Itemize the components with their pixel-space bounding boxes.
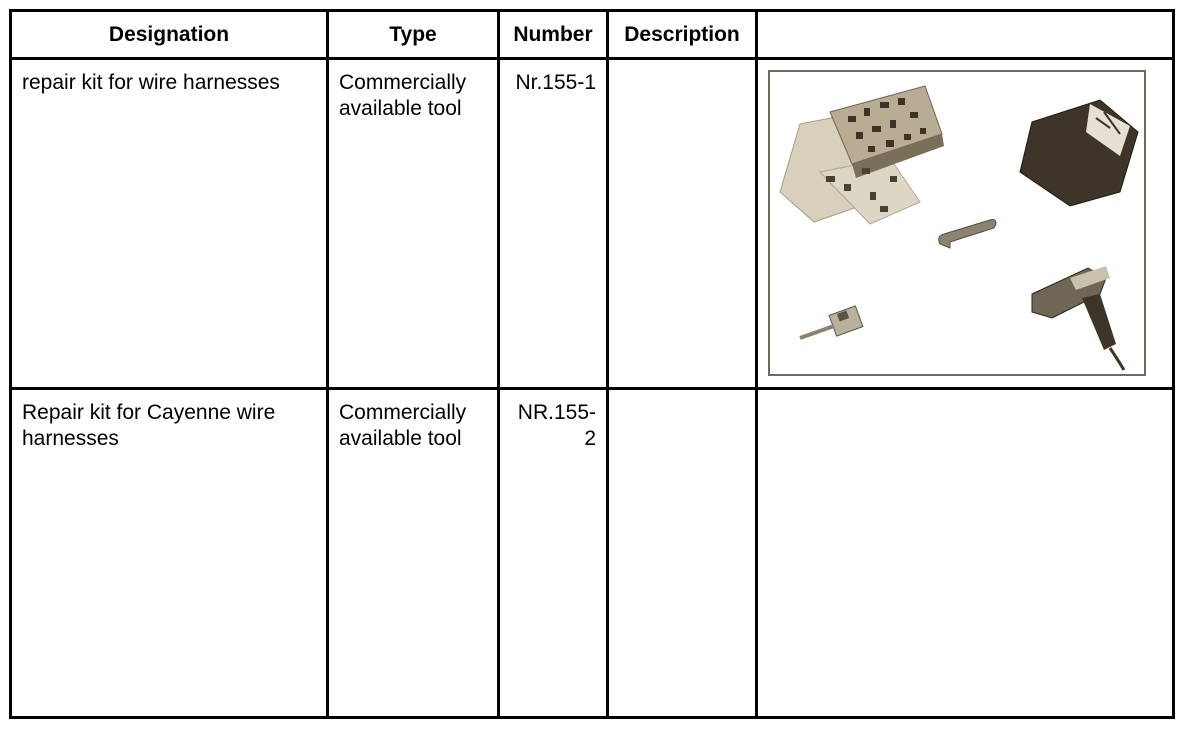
description-cell [608, 389, 757, 718]
table-row [11, 389, 1174, 718]
designation-cell: repair kit for wire harnesses [11, 59, 328, 389]
repair-kit-tools-photo [768, 70, 1146, 376]
image-cell [757, 389, 1174, 718]
number-cell: Nr.155-1 [499, 59, 608, 389]
designation-cell: Repair kit for Cayenne wire harnesses [11, 389, 328, 718]
header-designation: Designation [11, 11, 328, 59]
special-tools-table [9, 9, 1175, 719]
description-cell [608, 59, 757, 389]
type-cell: Commercially available tool [328, 389, 499, 718]
header-description: Description [608, 11, 757, 59]
number-cell: NR.155-2 [499, 389, 608, 718]
table-header-row [11, 11, 1174, 59]
type-cell: Commercially available tool [328, 59, 499, 389]
header-type: Type [328, 11, 499, 59]
repair-kit-tools-icon [770, 72, 1144, 374]
image-cell [757, 59, 1174, 389]
header-image [757, 11, 1174, 59]
table-row [11, 59, 1174, 389]
header-number: Number [499, 11, 608, 59]
